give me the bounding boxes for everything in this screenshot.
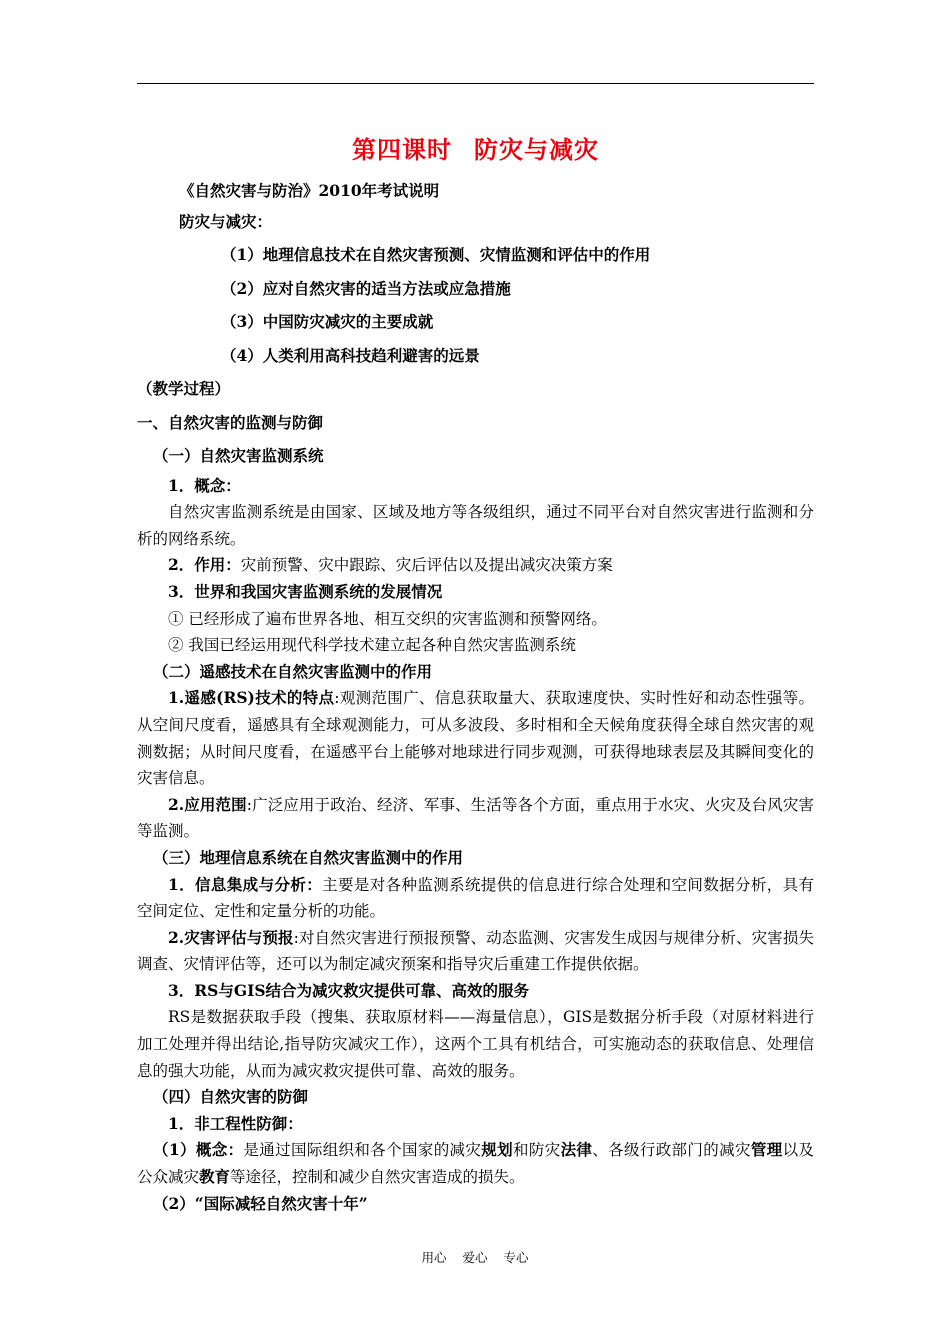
paragraph: 自然灾害监测系统是由国家、区域及地方等各级组织，通过不同平台对自然灾害进行监测和分析的网络系统。 [137, 503, 814, 548]
para-label: （1）概念： [153, 1140, 244, 1160]
paragraph [137, 925, 814, 978]
scope-item: （4）人类利用高科技趋利避害的远景 [221, 345, 480, 365]
para-label: 2.灾害评估与预报 [168, 927, 294, 947]
keyword: 规划 [481, 1140, 513, 1160]
section-heading: 一、自然灾害的监测与防御 [137, 412, 324, 432]
para-label: 1．信息集成与分析： [168, 874, 323, 894]
subsection-heading: （一）自然灾害监测系统 [153, 446, 324, 466]
scope-label: 防灾与减灾： [179, 211, 273, 231]
para-text: :广泛应用于政治、经济、军事、生活等各个方面，重点用于水灾、火灾及台风灾害等监测。 [137, 795, 814, 841]
list-item: ② 我国已经运用现代科学技术建立起各种自然灾害监测系统 [168, 636, 576, 655]
scope-item: （3）中国防灾减灾的主要成就 [221, 312, 434, 332]
paragraph: RS是数据获取手段（搜集、获取原材料——海量信息），GIS是数据分析手段（对原材料进行加工处理并得出结论,指导防灾减灾工作），这两个工具有机结合，可实施动态的获取信息、处理信息的强大功能，从而为减灾救灾提供可靠、高效的服务。 [137, 1008, 814, 1080]
document-body [137, 128, 814, 1217]
para-text: 主要是对各种监测系统提供的信息进行综合处理和空间数据分析，具有空间定位、定性和定量分析的功能。 [137, 875, 814, 921]
header-rule [137, 83, 814, 84]
para-text: 是通过国际组织和各个国家的减灾 [243, 1141, 482, 1160]
para-text: 和防灾 [512, 1141, 561, 1160]
scope-item: （2）应对自然灾害的适当方法或应急措施 [221, 278, 511, 298]
item-heading: 1．非工程性防御： [168, 1113, 303, 1133]
paragraph [137, 792, 814, 845]
paragraph [137, 872, 814, 925]
item-heading: 3．世界和我国灾害监测系统的发展情况 [168, 581, 443, 601]
para-text: 以及公众减灾 [137, 1141, 814, 1187]
title-topic: 防灾与减灾 [474, 135, 599, 164]
paragraph [137, 1137, 814, 1190]
scope-item: （1）地理信息技术在自然灾害预测、灾情监测和评估中的作用 [221, 245, 651, 265]
keyword: 管理 [750, 1140, 783, 1160]
para-text: :观测范围广、信息获取量大、获取速度快、实时性好和动态性强等。从空间尺度看，遥感具有全球观测能力，可从多波段、多时相和全天候角度获得全球自然灾害的观测数据；从时间尺度看，在遥感平台上能够对地球进行同步观测，可获得地球表层及其瞬间变化的灾害信息。 [137, 689, 814, 788]
title-lesson: 第四课时 [352, 135, 452, 164]
para-text: :对自然灾害进行预报预警、动态监测、灾害发生成因与规律分析、灾害损失调查、灾情评估等，还可以为制定减灾预案和指导灾后重建工作提供依据。 [137, 928, 814, 974]
item-line [137, 552, 814, 579]
list-item: ① 已经形成了遍布世界各地、相互交织的灾害监测和预警网络。 [168, 609, 607, 628]
footer-word: 爱心 [462, 1250, 488, 1265]
item-heading: 3．RS与GIS结合为减灾救灾提供可靠、高效的服务 [168, 980, 530, 1000]
process-label: （教学过程） [137, 379, 231, 399]
page-footer [0, 1248, 950, 1266]
subsection-heading: （二）遥感技术在自然灾害监测中的作用 [153, 661, 433, 681]
footer-word: 专心 [503, 1250, 529, 1265]
para-label: 2.应用范围 [168, 794, 247, 814]
item-heading: （2）“国际减轻自然灾害十年” [153, 1193, 368, 1213]
item-text: 灾前预警、灾中跟踪、灾后评估以及提出减灾决策方案 [240, 556, 613, 575]
page-title [137, 128, 814, 172]
keyword: 法律 [560, 1140, 593, 1160]
paragraph [137, 685, 814, 791]
para-text: 等途径，控制和减少自然灾害造成的损失。 [230, 1168, 525, 1187]
keyword: 教育 [199, 1167, 231, 1187]
para-label: 1.遥感(RS)技术的特点 [168, 688, 335, 708]
item-label: 2．作用： [168, 555, 241, 575]
subsection-heading: （三）地理信息系统在自然灾害监测中的作用 [153, 847, 464, 867]
item-heading: 1．概念： [168, 475, 241, 495]
subsection-heading: （四）自然灾害的防御 [153, 1087, 309, 1107]
para-text: 、各级行政部门的减灾 [592, 1141, 751, 1160]
exam-heading: 《自然灾害与防治》2010年考试说明 [179, 181, 440, 200]
footer-word: 用心 [421, 1250, 447, 1265]
